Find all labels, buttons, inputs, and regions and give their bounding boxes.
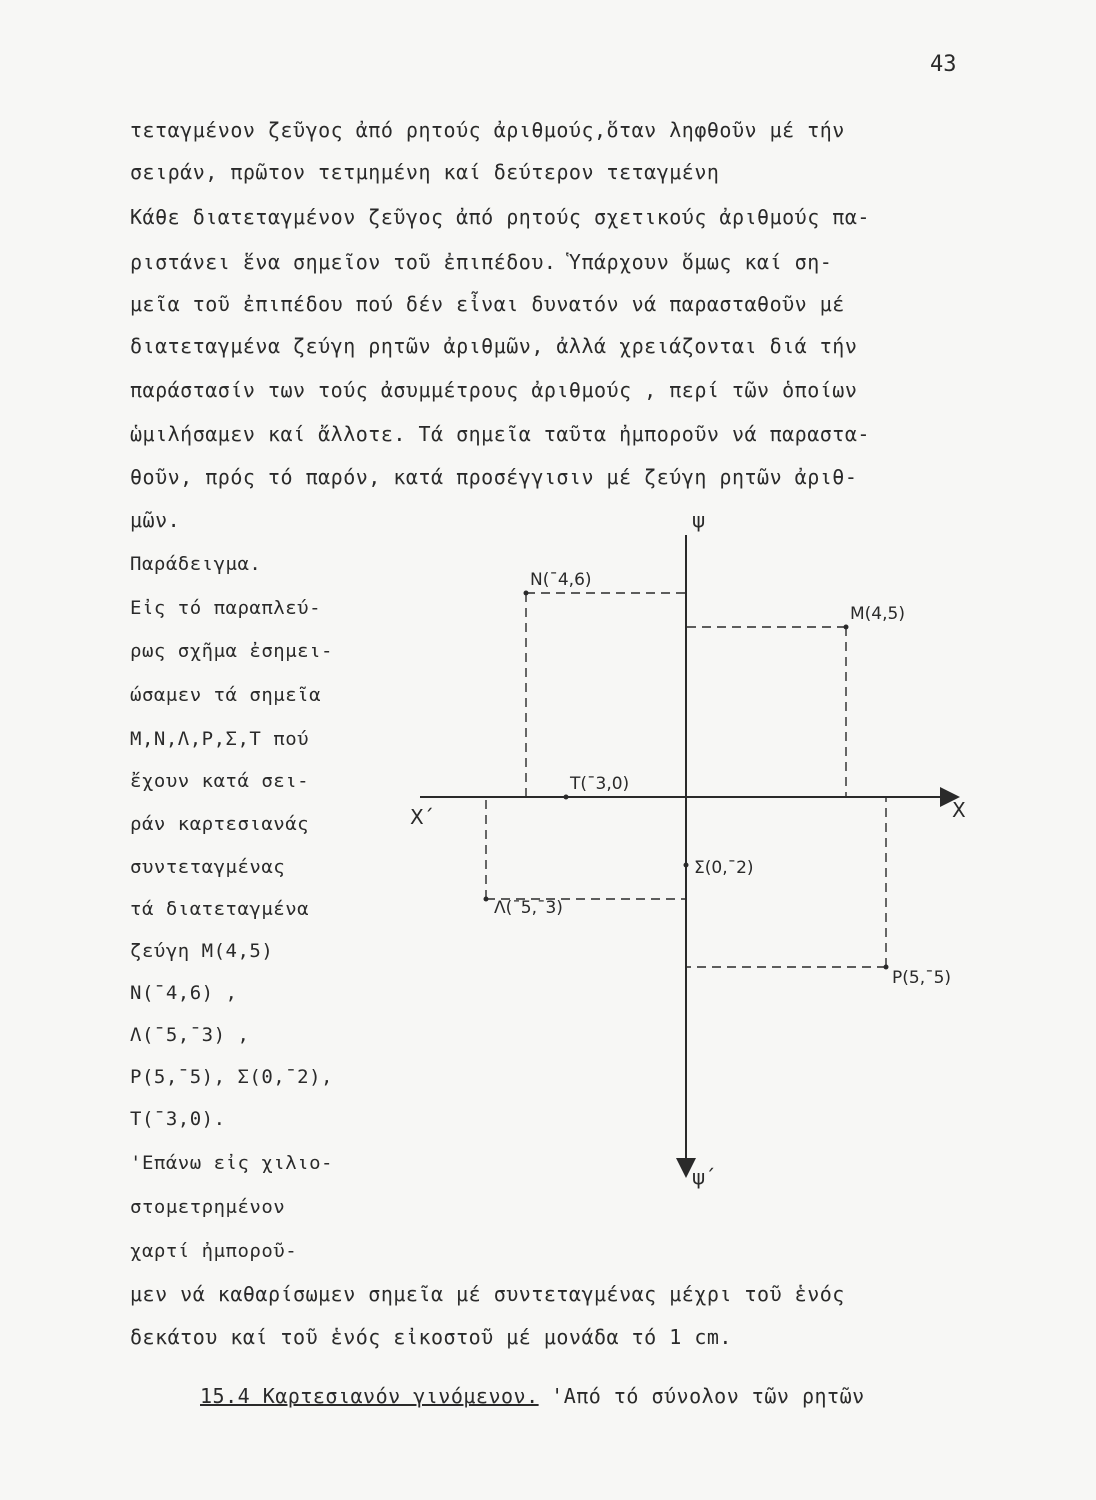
side-line: συντεταγμένας bbox=[130, 856, 286, 878]
body-line: ὡμιλήσαμεν καί ἄλλοτε. Τά σημεῖα ταῦτα ἠμποροῦν νά παραστα- bbox=[130, 422, 870, 446]
body-line: θοῦν, πρός τό παρόν, κατά προσέγγισιν μέ ζεύγη ρητῶν ἀριθ- bbox=[130, 465, 858, 489]
point-label-M: M(4,5) bbox=[850, 604, 905, 624]
side-line: Ν(¯4,6) , bbox=[130, 982, 238, 1004]
point-marker-S bbox=[684, 863, 689, 868]
point-marker-N bbox=[524, 591, 529, 596]
body-line: παράστασίν των τούς ἀσυμμέτρους ἀριθμούς , περί τῶν ὁποίων bbox=[130, 378, 858, 402]
side-line: ράν καρτεσιανάς bbox=[130, 813, 310, 835]
x-axis-label: X bbox=[952, 798, 966, 822]
y-neg-axis-label: ψ΄ bbox=[692, 1165, 716, 1189]
page-number: 43 bbox=[930, 52, 957, 77]
body-line: δεκάτου καί τοῦ ἑνός εἰκοστοῦ μέ μονάδα τό 1 cm. bbox=[130, 1325, 732, 1349]
side-line: στομετρημένον bbox=[130, 1196, 286, 1218]
point-marker-L bbox=[484, 897, 489, 902]
point-label-T: T(¯3,0) bbox=[570, 774, 630, 794]
side-line: ώσαμεν τά σημεῖα bbox=[130, 684, 322, 706]
body-line: ριστάνει ἕνα σημεῖον τοῦ ἐπιπέδου. Ὑπάρχουν ὅμως καί ση- bbox=[130, 250, 833, 274]
side-line: ζεύγη Μ(4,5) bbox=[130, 940, 274, 962]
side-line: Τ(¯3,0). bbox=[130, 1108, 226, 1130]
side-line: Λ(¯5,¯3) , bbox=[130, 1024, 250, 1046]
side-line: Εἰς τό παραπλεύ- bbox=[130, 597, 322, 619]
section-text: 'Από τό σύνολον τῶν ρητῶν bbox=[538, 1384, 865, 1408]
body-line: σειράν, πρῶτον τετμημένη καί δεύτερον τεταγμένη bbox=[130, 160, 720, 184]
body-line: μεν νά καθαρίσωμεν σημεῖα μέ συντεταγμένας μέχρι τοῦ ἑνός bbox=[130, 1282, 845, 1306]
side-line: Ρ(5,¯5), Σ(0,¯2), bbox=[130, 1066, 333, 1088]
side-line: Μ,Ν,Λ,Ρ,Σ,Τ πού bbox=[130, 728, 310, 750]
x-neg-axis-label: X΄ bbox=[410, 805, 434, 829]
point-marker-M bbox=[844, 625, 849, 630]
side-line: τά διατεταγμένα bbox=[130, 898, 310, 920]
point-label-N: N(¯4,6) bbox=[530, 570, 592, 590]
example-heading: Παράδειγμα. bbox=[130, 553, 262, 575]
y-axis-label: ψ bbox=[692, 508, 706, 532]
point-label-P: P(5,¯5) bbox=[892, 968, 952, 988]
section-title: 15.4 Καρτεσιανόν γινόμενον. bbox=[200, 1384, 539, 1408]
body-line: τεταγμένον ζεῦγος ἀπό ρητούς ἀριθμούς,ὅταν ληφθοῦν μέ τήν bbox=[130, 118, 845, 142]
body-line: μεῖα τοῦ ἐπιπέδου πού δέν εἶναι δυνατόν νά παρασταθοῦν μέ bbox=[130, 292, 845, 316]
point-label-S: Σ(0,¯2) bbox=[694, 858, 754, 878]
side-line: 'Επάνω εἰς χιλιο- bbox=[130, 1152, 333, 1174]
body-line: Κάθε διατεταγμένον ζεῦγος ἀπό ρητούς σχετικούς ἀριθμούς πα- bbox=[130, 205, 870, 229]
point-marker-T bbox=[564, 795, 569, 800]
body-line: διατεταγμένα ζεύγη ρητῶν ἀριθμῶν, ἀλλά χρειάζονται διά τήν bbox=[130, 334, 858, 358]
side-line: χαρτί ἠμποροῦ- bbox=[130, 1240, 298, 1262]
body-line: μῶν. bbox=[130, 508, 181, 532]
side-line: ρως σχῆμα ἐσημει- bbox=[130, 640, 333, 662]
point-marker-P bbox=[884, 965, 889, 970]
point-label-L: Λ(¯5,¯3) bbox=[494, 898, 563, 918]
side-line: ἔχουν κατά σει- bbox=[130, 770, 310, 792]
